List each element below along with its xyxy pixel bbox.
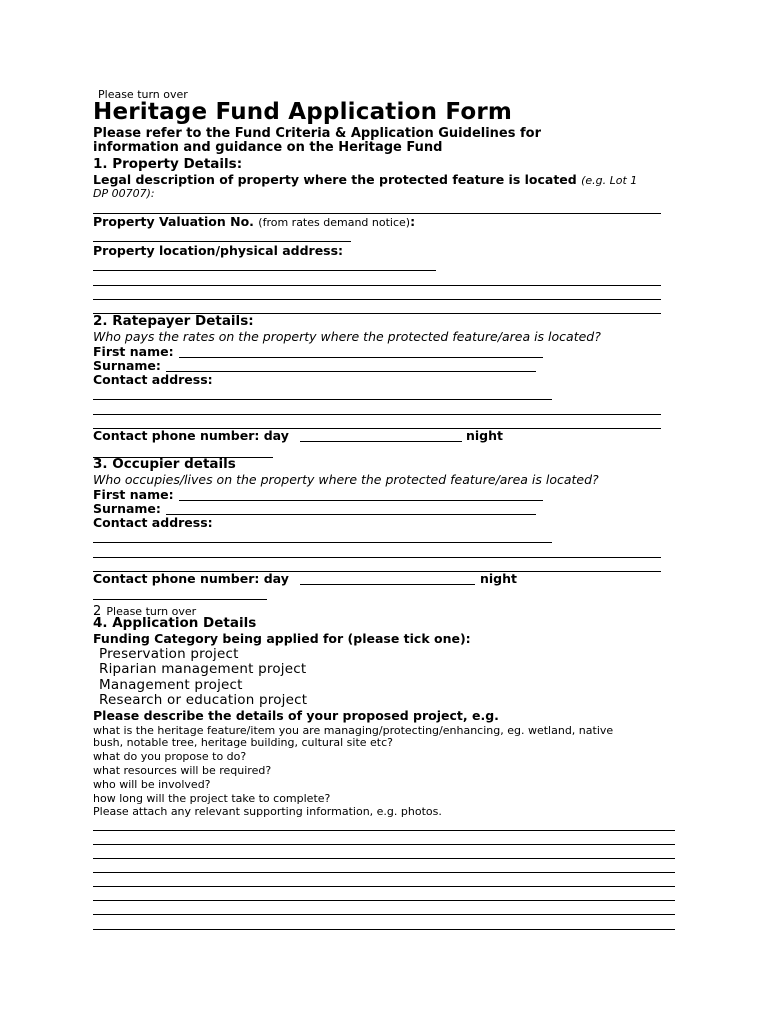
occupier-phone-day-field[interactable] <box>300 584 475 585</box>
occupier-question: Who occupies/lives on the property where the protected feature/area is located? <box>93 472 599 487</box>
location-field-2[interactable] <box>93 285 661 286</box>
occupier-phone-night-label: night <box>480 571 518 586</box>
occupier-surname-field[interactable] <box>166 514 536 515</box>
legal-example: (e.g. Lot 1 <box>581 174 638 187</box>
legal-description-label <box>93 172 637 187</box>
bullet-text: what do you propose to do? <box>93 750 247 763</box>
bullet-text: what is the heritage feature/item you are managing/protecting/enhancing, eg. wetland, native <box>93 724 614 737</box>
legal-description-text: Legal description of property where the protected feature is located <box>93 172 577 187</box>
option-preservation[interactable] <box>93 646 239 662</box>
legal-colon: : <box>150 187 155 200</box>
valuation-colon: : <box>410 214 416 229</box>
ratepayer-address-field-2[interactable] <box>93 414 661 415</box>
section-1-heading: 1. Property Details: <box>93 156 243 172</box>
page-number: 2 <box>93 604 102 619</box>
ratepayer-first-name-label: First name: <box>93 344 174 359</box>
ratepayer-phone-day-label: Contact phone number: day <box>93 428 289 443</box>
bullet-item-2 <box>93 750 246 763</box>
page-turn-over-note: Please turn over <box>106 605 197 618</box>
project-description-field-4[interactable] <box>93 872 675 873</box>
project-description-field-5[interactable] <box>93 886 675 887</box>
bullet-item-3 <box>93 764 271 777</box>
project-description-field-8[interactable] <box>93 929 675 930</box>
option-riparian[interactable] <box>93 661 306 677</box>
valuation-text: Property Valuation No. <box>93 214 254 229</box>
valuation-label <box>93 214 415 229</box>
occupier-address-label: Contact address: <box>93 515 213 530</box>
option-label: Riparian management project <box>99 661 307 677</box>
project-description-field-7[interactable] <box>93 914 675 915</box>
bullet-text: who will be involved? <box>93 778 211 791</box>
bullet-item-1-cont: bush, notable tree, heritage building, cultural site etc? <box>93 736 394 749</box>
option-label: Research or education project <box>99 692 308 708</box>
location-label: Property location/physical address: <box>93 243 344 258</box>
option-research-education[interactable] <box>93 692 307 708</box>
project-description-field-2[interactable] <box>93 844 675 845</box>
top-turn-over-note: Please turn over <box>98 88 188 101</box>
location-field-3[interactable] <box>93 299 661 300</box>
location-field-1[interactable] <box>93 270 436 271</box>
bullet-text: how long will the project take to complete? <box>93 792 331 805</box>
ratepayer-phone-day-field[interactable] <box>300 441 462 442</box>
section-4-heading: 4. Application Details <box>93 615 257 631</box>
ratepayer-phone-night-label: night <box>466 428 504 443</box>
occupier-address-field-2[interactable] <box>93 557 661 558</box>
occupier-first-name-label: First name: <box>93 487 174 502</box>
occupier-phone-day-label: Contact phone number: day <box>93 571 289 586</box>
legal-example-line2 <box>93 187 155 200</box>
occupier-address-field-1[interactable] <box>93 542 552 543</box>
bullet-item-4 <box>93 778 211 791</box>
legal-example-cont: DP 00707) <box>93 187 151 200</box>
bullet-item-5 <box>93 792 330 805</box>
ratepayer-surname-label: Surname: <box>93 358 161 373</box>
ratepayer-address-field-1[interactable] <box>93 399 552 400</box>
section-2-heading: 2. Ratepayer Details: <box>93 313 254 329</box>
project-description-field-1[interactable] <box>93 830 675 831</box>
option-label: Management project <box>99 677 243 693</box>
occupier-surname-label: Surname: <box>93 501 161 516</box>
ratepayer-first-name-field[interactable] <box>179 357 543 358</box>
project-description-field-6[interactable] <box>93 900 675 901</box>
funding-category-label: Funding Category being applied for (please tick one): <box>93 631 471 646</box>
option-label: Preservation project <box>99 646 239 662</box>
describe-project-label: Please describe the details of your proposed project, e.g. <box>93 708 499 723</box>
ratepayer-address-label: Contact address: <box>93 372 213 387</box>
section-3-heading: 3. Occupier details <box>93 456 236 472</box>
page-title: Heritage Fund Application Form <box>93 99 513 125</box>
intro-text: Please refer to the Fund Criteria & Application Guidelines for information and guidance on the Heritage Fund <box>93 126 542 155</box>
option-management[interactable] <box>93 677 243 693</box>
attach-note: Please attach any relevant supporting information, e.g. photos. <box>93 805 442 818</box>
project-description-field-3[interactable] <box>93 858 675 859</box>
ratepayer-question: Who pays the rates on the property where the protected feature/area is located? <box>93 329 601 344</box>
occupier-first-name-field[interactable] <box>179 500 543 501</box>
valuation-note: (from rates demand notice) <box>258 216 411 229</box>
ratepayer-surname-field[interactable] <box>166 371 536 372</box>
bullet-text: what resources will be required? <box>93 764 272 777</box>
valuation-field[interactable] <box>93 241 351 242</box>
